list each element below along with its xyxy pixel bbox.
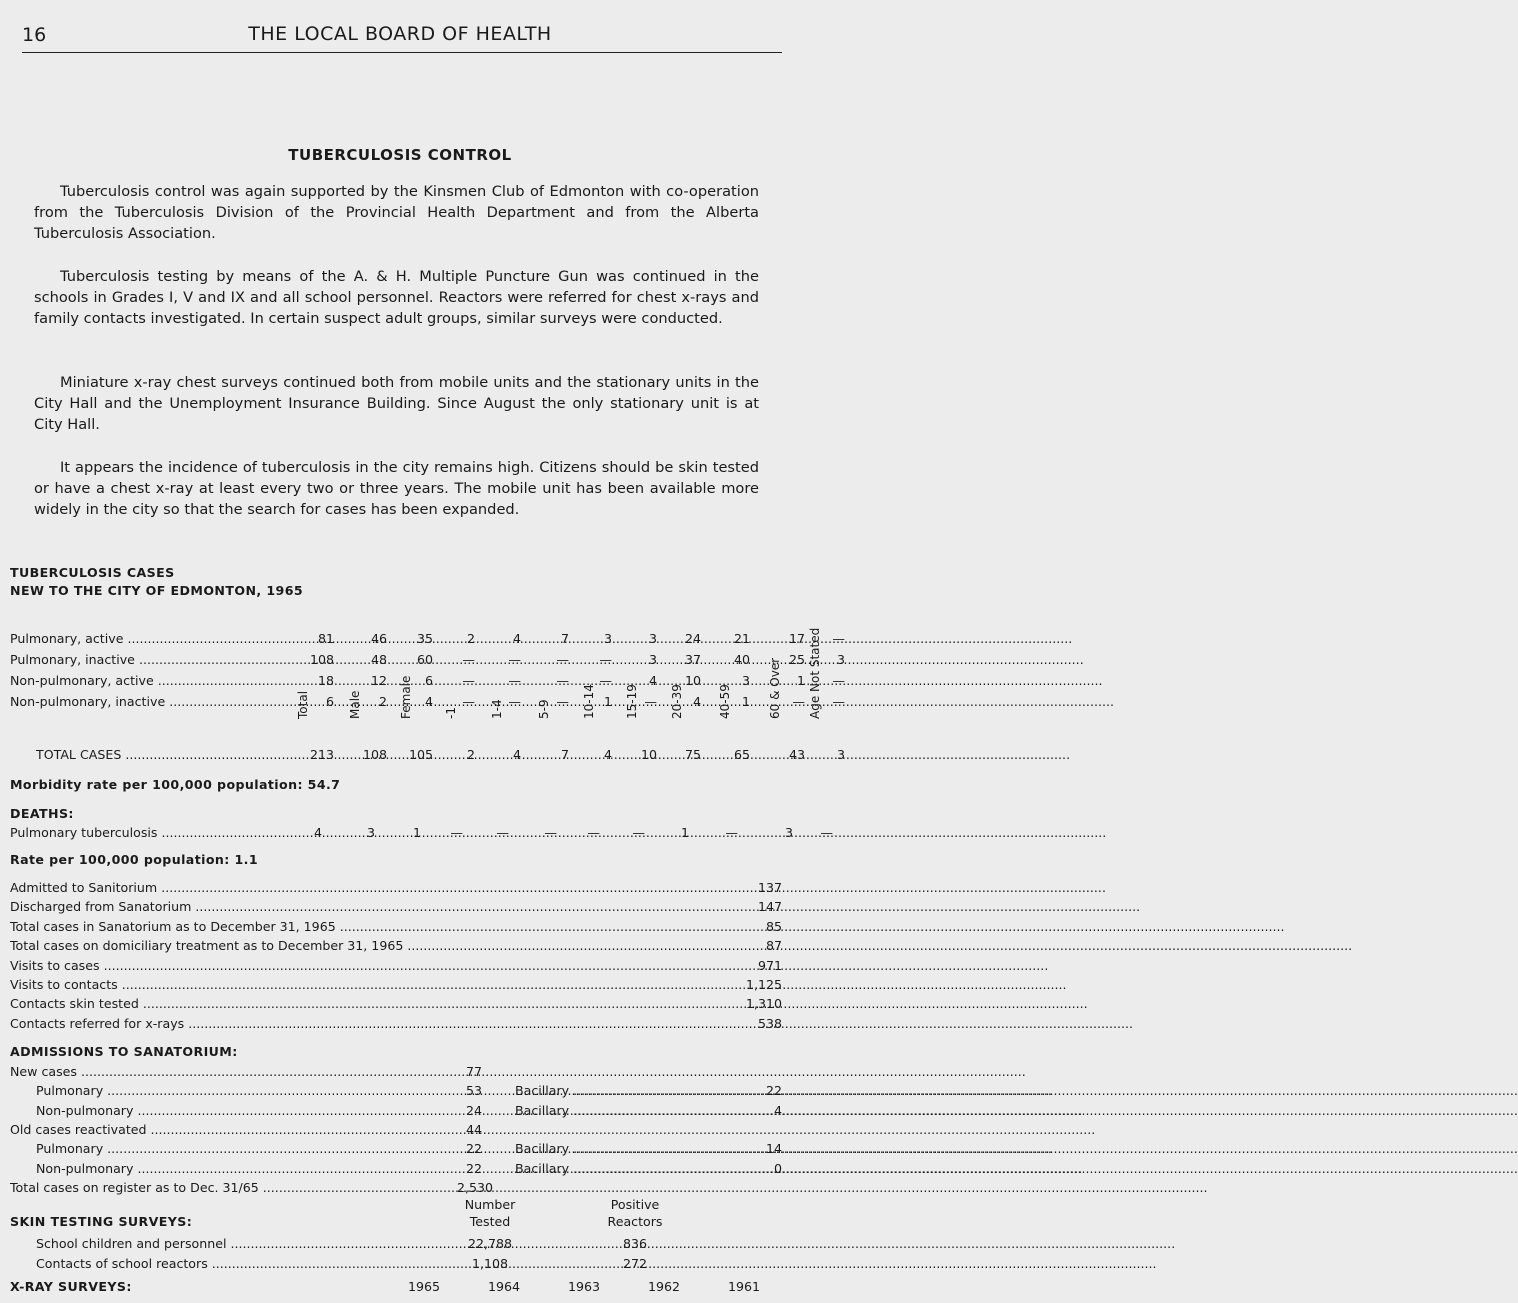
sanatorium-stat-label: Discharged from Sanatorium .....	[10, 899, 715, 914]
case-cell: 1	[796, 673, 805, 688]
case-cell: —	[644, 694, 657, 709]
sanatorium-stat-label: Visits to cases .....	[10, 958, 715, 973]
case-cell: 25	[788, 652, 805, 667]
death-cell: —	[496, 825, 509, 840]
sanatorium-stat-label: Contacts referred for x-rays .....	[10, 1016, 715, 1031]
bacillary-value: 14	[765, 1141, 782, 1157]
case-cell: 24	[684, 631, 701, 646]
sanatorium-stat-value: 87	[765, 938, 782, 954]
sanatorium-stat-value: 137	[757, 880, 782, 895]
skin-heading: SKIN TESTING SURVEYS:	[10, 1214, 193, 1229]
death-cell: —	[450, 825, 463, 840]
paragraph-3: Miniature x-ray chest surveys continued both from mobile units and the stationary units in the City Hall and the Unemployment Insurance Building. Since August the only stationary unit is at City Hall.	[34, 374, 759, 433]
col-header-0: Total	[296, 690, 310, 719]
col-header-1: Male	[348, 690, 362, 719]
case-cell: 4	[424, 694, 433, 709]
col-header-2: Female	[399, 675, 413, 719]
case-cell: 108	[309, 652, 334, 667]
paragraph-2: Tuberculosis testing by means of the A. & H. Multiple Puncture Gun was continued in the schools in Grades I, V and IX and all school personnel. Reactors were referred for chest x-rays and family contacts investigated. In certain suspect adult groups, similar surveys were conducted.	[34, 268, 759, 327]
bacillary-value: 0	[773, 1160, 782, 1176]
morbidity-rate: Morbidity rate per 100,000 population: 54.7	[10, 777, 341, 792]
total-case-cell: 213	[309, 747, 334, 762]
sanatorium-stat-value: 1,125	[745, 977, 782, 992]
case-cell: —	[832, 694, 845, 709]
case-row-label: Pulmonary, active .....	[10, 631, 306, 646]
admission-value: 24	[466, 1102, 483, 1118]
cases-heading-2: NEW TO THE CITY OF EDMONTON, 1965	[10, 583, 304, 598]
case-cell: 60	[416, 652, 433, 667]
cases-heading-1: TUBERCULOSIS CASES	[10, 565, 175, 580]
skin-col-tested-line2: Tested	[469, 1214, 511, 1229]
sanatorium-stat-value: 85	[765, 918, 782, 934]
page-number: 16	[22, 24, 47, 46]
total-case-cell: 108	[362, 747, 387, 762]
total-case-cell: 105	[408, 747, 433, 762]
case-cell: —	[556, 694, 569, 709]
case-cell: —	[462, 673, 475, 688]
total-cases-label: TOTAL CASES .....	[36, 747, 306, 762]
paragraph-4: It appears the incidence of tuberculosis in the city remains high. Citizens should be skin tested or have a chest x-ray at least every two or three years. The mobile unit has been available more widely in the city so that the search for cases has been expanded.	[34, 459, 759, 518]
sanatorium-stat-value: 147	[757, 899, 782, 915]
skin-row-label: School children and personnel .....	[36, 1236, 436, 1251]
col-header-11: Age Not Stated	[808, 627, 822, 719]
admission-label: New cases .....	[10, 1064, 440, 1079]
case-cell: 40	[733, 652, 750, 667]
col-header-7: 15-19	[625, 684, 639, 719]
death-cell: 3	[366, 825, 375, 840]
skin-reactors-value: 272	[622, 1255, 648, 1271]
skin-tested-value: 1,108	[471, 1255, 509, 1271]
death-cell: —	[587, 825, 600, 840]
case-cell: 4	[512, 631, 521, 646]
header-rule	[22, 52, 782, 53]
case-cell: —	[508, 673, 521, 688]
admission-value: 22	[466, 1160, 483, 1176]
col-header-5: 5-9	[537, 699, 551, 719]
case-cell: 81	[317, 631, 334, 646]
sanatorium-stat-label: Admitted to Sanitorium .....	[10, 880, 715, 895]
case-cell: 2	[466, 631, 475, 646]
case-cell: —	[556, 673, 569, 688]
case-cell: 7	[560, 631, 569, 646]
admission-label: Old cases reactivated .....	[10, 1122, 440, 1137]
admission-value: 53	[466, 1083, 483, 1099]
skin-reactors-value: 836	[622, 1236, 648, 1251]
case-cell: —	[508, 694, 521, 709]
admission-value: 2,530	[457, 1179, 494, 1195]
section-title: TUBERCULOSIS CONTROL	[288, 146, 512, 164]
case-row-label: Pulmonary, inactive .....	[10, 652, 306, 667]
xray-year: 1962	[647, 1279, 680, 1294]
admissions-heading: ADMISSIONS TO SANATORIUM:	[10, 1044, 238, 1059]
bacillary-label: Bacillary .....	[515, 1103, 735, 1118]
sanatorium-stat-label: Visits to contacts .....	[10, 977, 715, 992]
case-cell: 6	[325, 694, 334, 709]
bacillary-label: Bacillary .....	[515, 1083, 735, 1098]
admission-value: 22	[466, 1141, 483, 1157]
total-case-cell: 7	[560, 747, 569, 762]
case-cell: —	[832, 631, 845, 646]
admission-label: Pulmonary .....	[36, 1141, 440, 1156]
admission-label: Pulmonary .....	[36, 1083, 440, 1098]
bacillary-value: 22	[765, 1083, 782, 1099]
col-header-4: 1-4	[490, 699, 504, 719]
paragraph-1: Tuberculosis control was again supported by the Kinsmen Club of Edmonton with co-operation from the Tuberculosis Division of the Provincial Health Department and from the Alberta Tuberculosis Association.	[34, 183, 759, 242]
xray-year: 1961	[727, 1279, 760, 1294]
total-case-cell: 4	[512, 747, 521, 762]
col-header-6: 10-14	[582, 684, 596, 719]
sanatorium-stat-value: 971	[757, 957, 782, 973]
death-rate: Rate per 100,000 population: 1.1	[10, 852, 258, 867]
xray-year: 1964	[487, 1279, 520, 1294]
case-cell: 3	[648, 652, 657, 667]
death-cell: —	[725, 825, 738, 840]
bacillary-value: 4	[773, 1102, 782, 1118]
death-cell: 1	[680, 825, 689, 840]
xray-heading: X-RAY SURVEYS:	[10, 1279, 132, 1294]
case-cell: 6	[424, 673, 433, 688]
case-cell: 3	[836, 652, 845, 667]
admission-value: 44	[466, 1121, 483, 1137]
case-cell: 3	[603, 631, 612, 646]
skin-tested-value: 22,788	[467, 1236, 513, 1251]
total-case-cell: 2	[466, 747, 475, 762]
sanatorium-stat-label: Contacts skin tested .....	[10, 996, 715, 1011]
col-header-9: 40-59	[718, 684, 732, 719]
death-cell: 4	[313, 825, 322, 840]
bacillary-label: Bacillary .....	[515, 1161, 735, 1176]
case-cell: 10	[684, 673, 701, 688]
skin-col-reactors-line1: Positive	[610, 1197, 660, 1212]
deaths-row-label: Pulmonary tuberculosis .....	[10, 825, 294, 840]
case-cell: —	[792, 694, 805, 709]
case-cell: 3	[741, 673, 750, 688]
total-case-cell: 43	[788, 747, 805, 762]
total-case-cell: 3	[836, 747, 845, 762]
sanatorium-stat-value: 1,310	[745, 996, 782, 1012]
deaths-heading: DEATHS:	[10, 806, 74, 821]
case-cell: 18	[317, 673, 334, 688]
total-case-cell: 10	[640, 747, 657, 762]
total-case-cell: 75	[684, 747, 701, 762]
case-cell: —	[599, 673, 612, 688]
xray-year: 1965	[407, 1279, 440, 1294]
xray-year: 1963	[567, 1279, 600, 1294]
case-cell: 12	[370, 673, 387, 688]
case-cell: 4	[648, 673, 657, 688]
case-row-label: Non-pulmonary, active .....	[10, 673, 306, 688]
total-case-cell: 65	[733, 747, 750, 762]
case-cell: —	[556, 652, 569, 667]
case-cell: 17	[788, 631, 805, 646]
skin-col-reactors-line2: Reactors	[607, 1214, 663, 1229]
case-cell: 48	[370, 652, 387, 667]
col-header-3: -1	[444, 707, 458, 719]
admission-label: Non-pulmonary .....	[36, 1103, 440, 1118]
running-header: THE LOCAL BOARD OF HEALTH	[248, 23, 552, 45]
case-cell: —	[462, 652, 475, 667]
case-cell: 4	[692, 694, 701, 709]
death-cell: —	[544, 825, 557, 840]
death-cell: 3	[784, 825, 793, 840]
admission-label: Total cases on register as to Dec. 31/65 .....	[10, 1180, 440, 1195]
col-header-10: 60 & Over	[768, 657, 782, 719]
case-cell: 46	[370, 631, 387, 646]
case-cell: —	[599, 652, 612, 667]
case-cell: 35	[416, 631, 433, 646]
case-cell: 21	[733, 631, 750, 646]
skin-col-tested-line1: Number	[464, 1197, 516, 1212]
case-cell: 1	[741, 694, 750, 709]
case-cell: —	[508, 652, 521, 667]
case-cell: 2	[378, 694, 387, 709]
admission-value: 77	[466, 1064, 483, 1079]
death-cell: 1	[412, 825, 421, 840]
death-cell: —	[632, 825, 645, 840]
sanatorium-stat-label: Total cases in Sanatorium as to December 31, 1965 .....	[10, 919, 715, 934]
case-cell: —	[832, 673, 845, 688]
col-header-8: 20-39	[670, 684, 684, 719]
case-cell: —	[462, 694, 475, 709]
sanatorium-stat-value: 538	[757, 1015, 782, 1031]
total-case-cell: 4	[603, 747, 612, 762]
case-cell: 1	[603, 694, 612, 709]
case-row-label: Non-pulmonary, inactive .....	[10, 694, 306, 709]
sanatorium-stat-label: Total cases on domiciliary treatment as to December 31, 1965 .....	[10, 938, 715, 953]
case-cell: 3	[648, 631, 657, 646]
skin-row-label: Contacts of school reactors .....	[36, 1256, 436, 1271]
bacillary-label: Bacillary .....	[515, 1141, 735, 1156]
case-cell: 37	[684, 652, 701, 667]
admission-label: Non-pulmonary .....	[36, 1161, 440, 1176]
death-cell: —	[820, 825, 833, 840]
